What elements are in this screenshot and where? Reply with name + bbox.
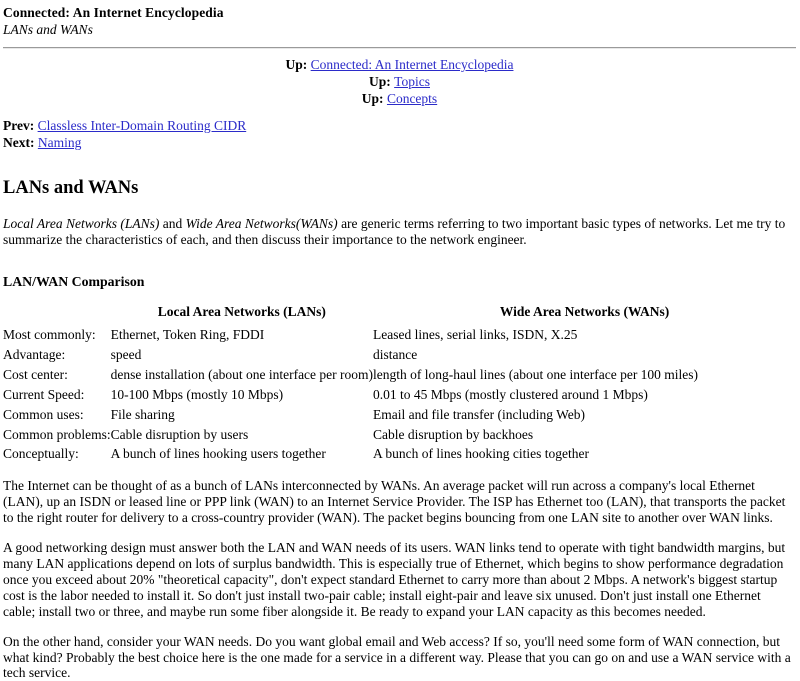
row-lan-value: Cable disruption by users <box>110 426 249 442</box>
up-navigation <box>3 56 796 108</box>
masthead-title: Connected: An Internet Encyclopedia <box>3 5 224 20</box>
intro-remainder: are generic terms referring to two important basic types of networks. Let me try to summarize the characteristics of each, and then discuss their importance to the network engineer. <box>3 216 786 248</box>
row-lan-value: A bunch of lines hooking users together <box>110 446 326 462</box>
page-title: LANs and WANs <box>3 178 139 199</box>
row-label: Current Speed: <box>3 386 85 402</box>
up-label-2: Up: <box>361 91 384 107</box>
column-header-wan: Wide Area Networks (WANs) <box>499 304 670 320</box>
row-label: Advantage: <box>3 347 66 363</box>
row-lan-value: 10-100 Mbps (mostly 10 Mbps) <box>110 386 284 402</box>
table-row <box>3 444 796 464</box>
up-link-topics[interactable]: Topics <box>394 74 430 90</box>
up-nav-row-0 <box>3 56 796 73</box>
up-nav-row-1 <box>3 73 796 90</box>
masthead-subtitle: LANs and WANs <box>3 21 93 37</box>
intro-conjunction: and <box>159 216 186 232</box>
paragraph-network-design: A good networking design must answer both the LAN and WAN needs of its users. WAN links tend to operate with tight bandwidth margins, but many LAN applications depend on lots of surplus bandwidth. This is especially true of Ethernet, which begins to show performance degradation once you exceed about 20% "theoretical capacity", don't expect standard Ethernet to carry more than about 2 Mbps. A network's biggest startup cost is the labor needed to install it. So don't just install two-pair cable; install eight-pair and leave six unused. Don't just install one Ethernet cable; install two or three, and maybe run some fiber alongside it. Be ready to expand your LAN capacity as this becomes needed. <box>3 539 786 619</box>
up-label-1: Up: <box>369 74 391 90</box>
table-row <box>3 425 796 445</box>
table-header <box>3 302 796 325</box>
row-label: Cost center: <box>3 367 68 382</box>
prev-label: Prev: <box>3 117 35 133</box>
prev-nav-row <box>3 117 796 134</box>
row-wan-value: length of long-haul lines (about one interface per 100 miles) <box>373 367 699 382</box>
next-nav-row <box>3 134 796 151</box>
row-label: Conceptually: <box>3 446 79 462</box>
prev-link[interactable]: Classless Inter-Domain Routing CIDR <box>37 117 247 133</box>
column-header-blank <box>3 302 111 325</box>
prev-next-navigation <box>3 117 796 152</box>
row-label: Most commonly: <box>3 327 96 343</box>
row-wan-value: distance <box>373 347 418 363</box>
up-link-encyclopedia[interactable]: Connected: An Internet Encyclopedia <box>310 56 514 72</box>
intro-term-wan: Wide Area Networks(WANs) <box>185 216 338 232</box>
intro-paragraph <box>3 216 796 248</box>
table-row <box>3 385 796 405</box>
row-wan-value: A bunch of lines hooking cities together <box>373 446 589 462</box>
table-row <box>3 325 796 345</box>
table-header-row <box>3 302 796 325</box>
up-nav-row-2 <box>3 90 796 107</box>
table-row <box>3 345 796 365</box>
table-row <box>3 365 796 385</box>
next-link[interactable]: Naming <box>37 134 82 150</box>
row-label: Common problems: <box>3 426 111 442</box>
row-wan-value: 0.01 to 45 Mbps (mostly clustered around 1 Mbps) <box>373 386 648 402</box>
row-lan-value: speed <box>110 347 142 363</box>
row-lan-value: File sharing <box>110 406 175 422</box>
column-header-lan: Local Area Networks (LANs) <box>157 304 326 320</box>
masthead <box>3 5 796 38</box>
paragraph-internet-overview: The Internet can be thought of as a bunch of LANs interconnected by WANs. An average packet will run across a company's local Ethernet (LAN), up an ISDN or leased line or PPP link (WAN) to an Internet Service Provider. The ISP has Ethernet too (LAN), that transports the packet to the right router for delivery to a cross-country provider (WAN). The packet begins bouncing from one LAN site to another over WAN links. <box>3 478 786 526</box>
header-divider <box>3 47 796 49</box>
table-body <box>3 325 796 464</box>
paragraph-wan-needs: On the other hand, consider your WAN needs. Do you want global email and Web access? If so, you'll need some form of WAN connection, but what kind? Probably the best choice here is the one made for a service in a different way. Please that you can go on and use a WAN service with a tech service. <box>3 633 791 681</box>
up-label-0: Up: <box>285 56 308 72</box>
intro-term-lan: Local Area Networks (LANs) <box>3 216 160 232</box>
lan-wan-comparison-table <box>3 302 796 464</box>
row-wan-value: Leased lines, serial links, ISDN, X.25 <box>373 327 578 343</box>
row-wan-value: Email and file transfer (including Web) <box>373 406 585 422</box>
row-wan-value: Cable disruption by backhoes <box>373 426 534 442</box>
row-label: Common uses: <box>3 406 84 422</box>
row-lan-value: dense installation (about one interface per room) <box>110 367 374 382</box>
row-lan-value: Ethernet, Token Ring, FDDI <box>110 327 265 343</box>
section-title-comparison: LAN/WAN Comparison <box>3 274 145 290</box>
next-label: Next: <box>3 134 35 150</box>
table-row <box>3 405 796 425</box>
up-link-concepts[interactable]: Concepts <box>386 91 438 107</box>
